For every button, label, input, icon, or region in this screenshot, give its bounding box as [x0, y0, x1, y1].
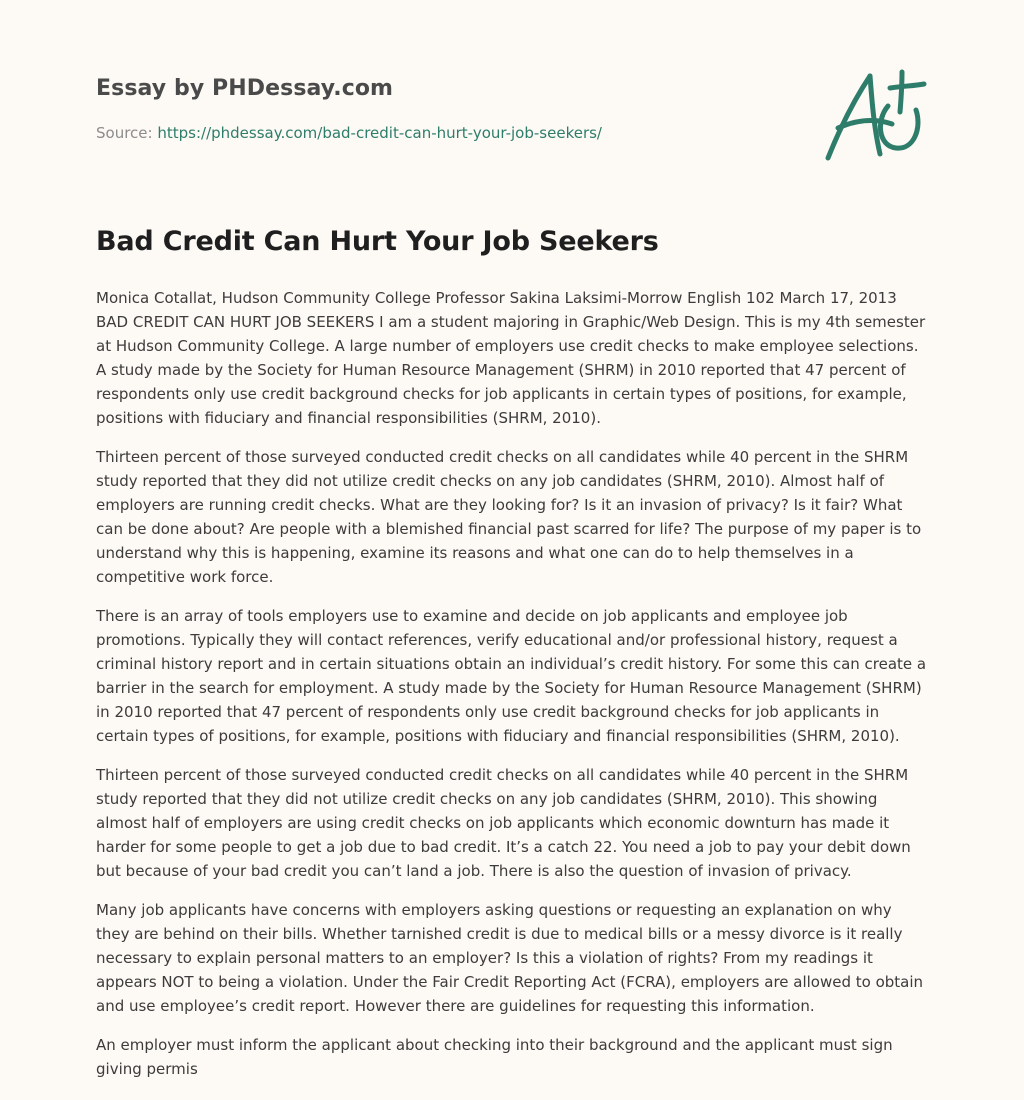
essay-body	[96, 286, 928, 1096]
essay-paragraph: Monica Cotallat, Hudson Community College Professor Sakina Laksimi-Morrow English 102 March 17, 2013 BAD CREDIT CAN HURT JOB SEEKERS I am a student majoring in Graphic/Web Design. This is my 4th semester at Hudson Community College. A large number of employers use credit checks to make employee selections. A study made by the Society for Human Resource Management (SHRM) in 2010 reported that 47 percent of respondents only use credit background checks for job applicants in certain types of positions, for example, positions with fiduciary and financial responsibilities (SHRM, 2010).	[96, 289, 926, 427]
a-plus-logo-icon	[822, 66, 930, 166]
essay-title: Bad Credit Can Hurt Your Job Seekers	[96, 226, 659, 257]
source-link[interactable]: https://phdessay.com/bad-credit-can-hurt-your-job-seekers/	[157, 124, 602, 142]
essay-paragraph: Thirteen percent of those surveyed conducted credit checks on all candidates while 40 percent in the SHRM study reported that they did not utilize credit checks on any job candidates (SHRM, 2010). This showing almost half of employers are using credit checks on job applicants which economic downturn has made it harder for some people to get a job due to bad credit. It’s a catch 22. You need a job to pay your debit down but because of your bad credit you can’t land a job. There is also the question of invasion of privacy.	[96, 766, 911, 880]
essay-paragraph: Thirteen percent of those surveyed conducted credit checks on all candidates while 40 percent in the SHRM study reported that they did not utilize credit checks on any job candidates (SHRM, 2010). Almost half of employers are running credit checks. What are they looking for? Is it an invasion of privacy? Is it fair? What can be done about? Are people with a blemished financial past scarred for life? The purpose of my paper is to understand why this is happening, examine its reasons and what one can do to help themselves in a competitive work force.	[96, 448, 922, 586]
source-label: Source:	[96, 124, 153, 142]
essay-paragraph: An employer must inform the applicant about checking into their background and the applicant must sign giving permis	[96, 1036, 893, 1078]
source-line	[96, 124, 602, 142]
site-name: Essay by PHDessay.com	[96, 76, 394, 101]
essay-paragraph: There is an array of tools employers use to examine and decide on job applicants and employee job promotions. Typically they will contact references, verify educational and/or professional history, request a criminal history report and in certain situations obtain an individual’s credit history. For some this can create a barrier in the search for employment. A study made by the Society for Human Resource Management (SHRM) in 2010 reported that 47 percent of respondents only use credit background checks for job applicants in certain types of positions, for example, positions with fiduciary and financial responsibilities (SHRM, 2010).	[96, 607, 927, 745]
essay-paragraph: Many job applicants have concerns with employers asking questions or requesting an explanation on why they are behind on their bills. Whether tarnished credit is due to medical bills or a messy divorce is it really necessary to explain personal matters to an employer? Is this a violation of rights? From my readings it appears NOT to being a violation. Under the Fair Credit Reporting Act (FCRA), employers are allowed to obtain and use employee’s credit report. However there are guidelines for requesting this information.	[96, 901, 924, 1015]
